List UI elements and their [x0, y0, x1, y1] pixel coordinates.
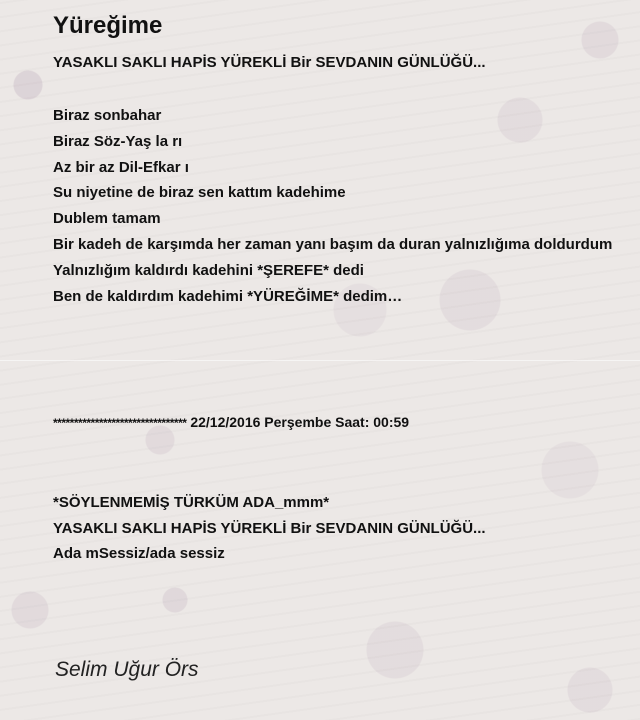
star-separator: ******************************** — [53, 416, 187, 430]
background-divider — [0, 360, 640, 361]
poem-subtitle: YASAKLI SAKLI HAPİS YÜREKLİ Bir SEVDANIN GÜNLÜĞÜ... — [53, 54, 486, 71]
poem-note — [53, 490, 486, 567]
poem-line: Ben de kaldırdım kadehimi *YÜREĞİME* dedim… — [53, 287, 403, 305]
poem-title: Yüreğime — [53, 12, 163, 39]
note-line: YASAKLI SAKLI HAPİS YÜREKLİ Bir SEVDANIN GÜNLÜĞÜ... — [53, 519, 486, 537]
note-line: Ada mSessiz/ada sessiz — [53, 545, 225, 563]
poem-time-label: Saat: — [335, 414, 370, 430]
poem-line: Biraz Söz-Yaş la rı — [53, 132, 183, 150]
poem-line: Dublem tamam — [53, 210, 161, 228]
poem-dateline — [53, 414, 409, 430]
note-line: *SÖYLENMEMİŞ TÜRKÜM ADA_mmm* — [53, 494, 330, 511]
poem-author: Selim Uğur Örs — [55, 658, 199, 681]
poem-day: Perşembe — [264, 414, 332, 430]
poem-line: Az bir az Dil-Efkar ı — [53, 158, 189, 176]
poem-time: 00:59 — [373, 414, 410, 430]
poem-line: Biraz sonbahar — [53, 107, 162, 124]
poem-body — [53, 103, 612, 309]
poem-line: Yalnızlığım kaldırdı kadehini *ŞEREFE* dedi — [53, 261, 364, 279]
poem-date: 22/12/2016 — [190, 414, 261, 430]
poem-line: Su niyetine de biraz sen kattım kadehime — [53, 184, 346, 202]
poem-line: Bir kadeh de karşımda her zaman yanı başım da duran yalnızlığıma doldurdum — [53, 235, 613, 253]
